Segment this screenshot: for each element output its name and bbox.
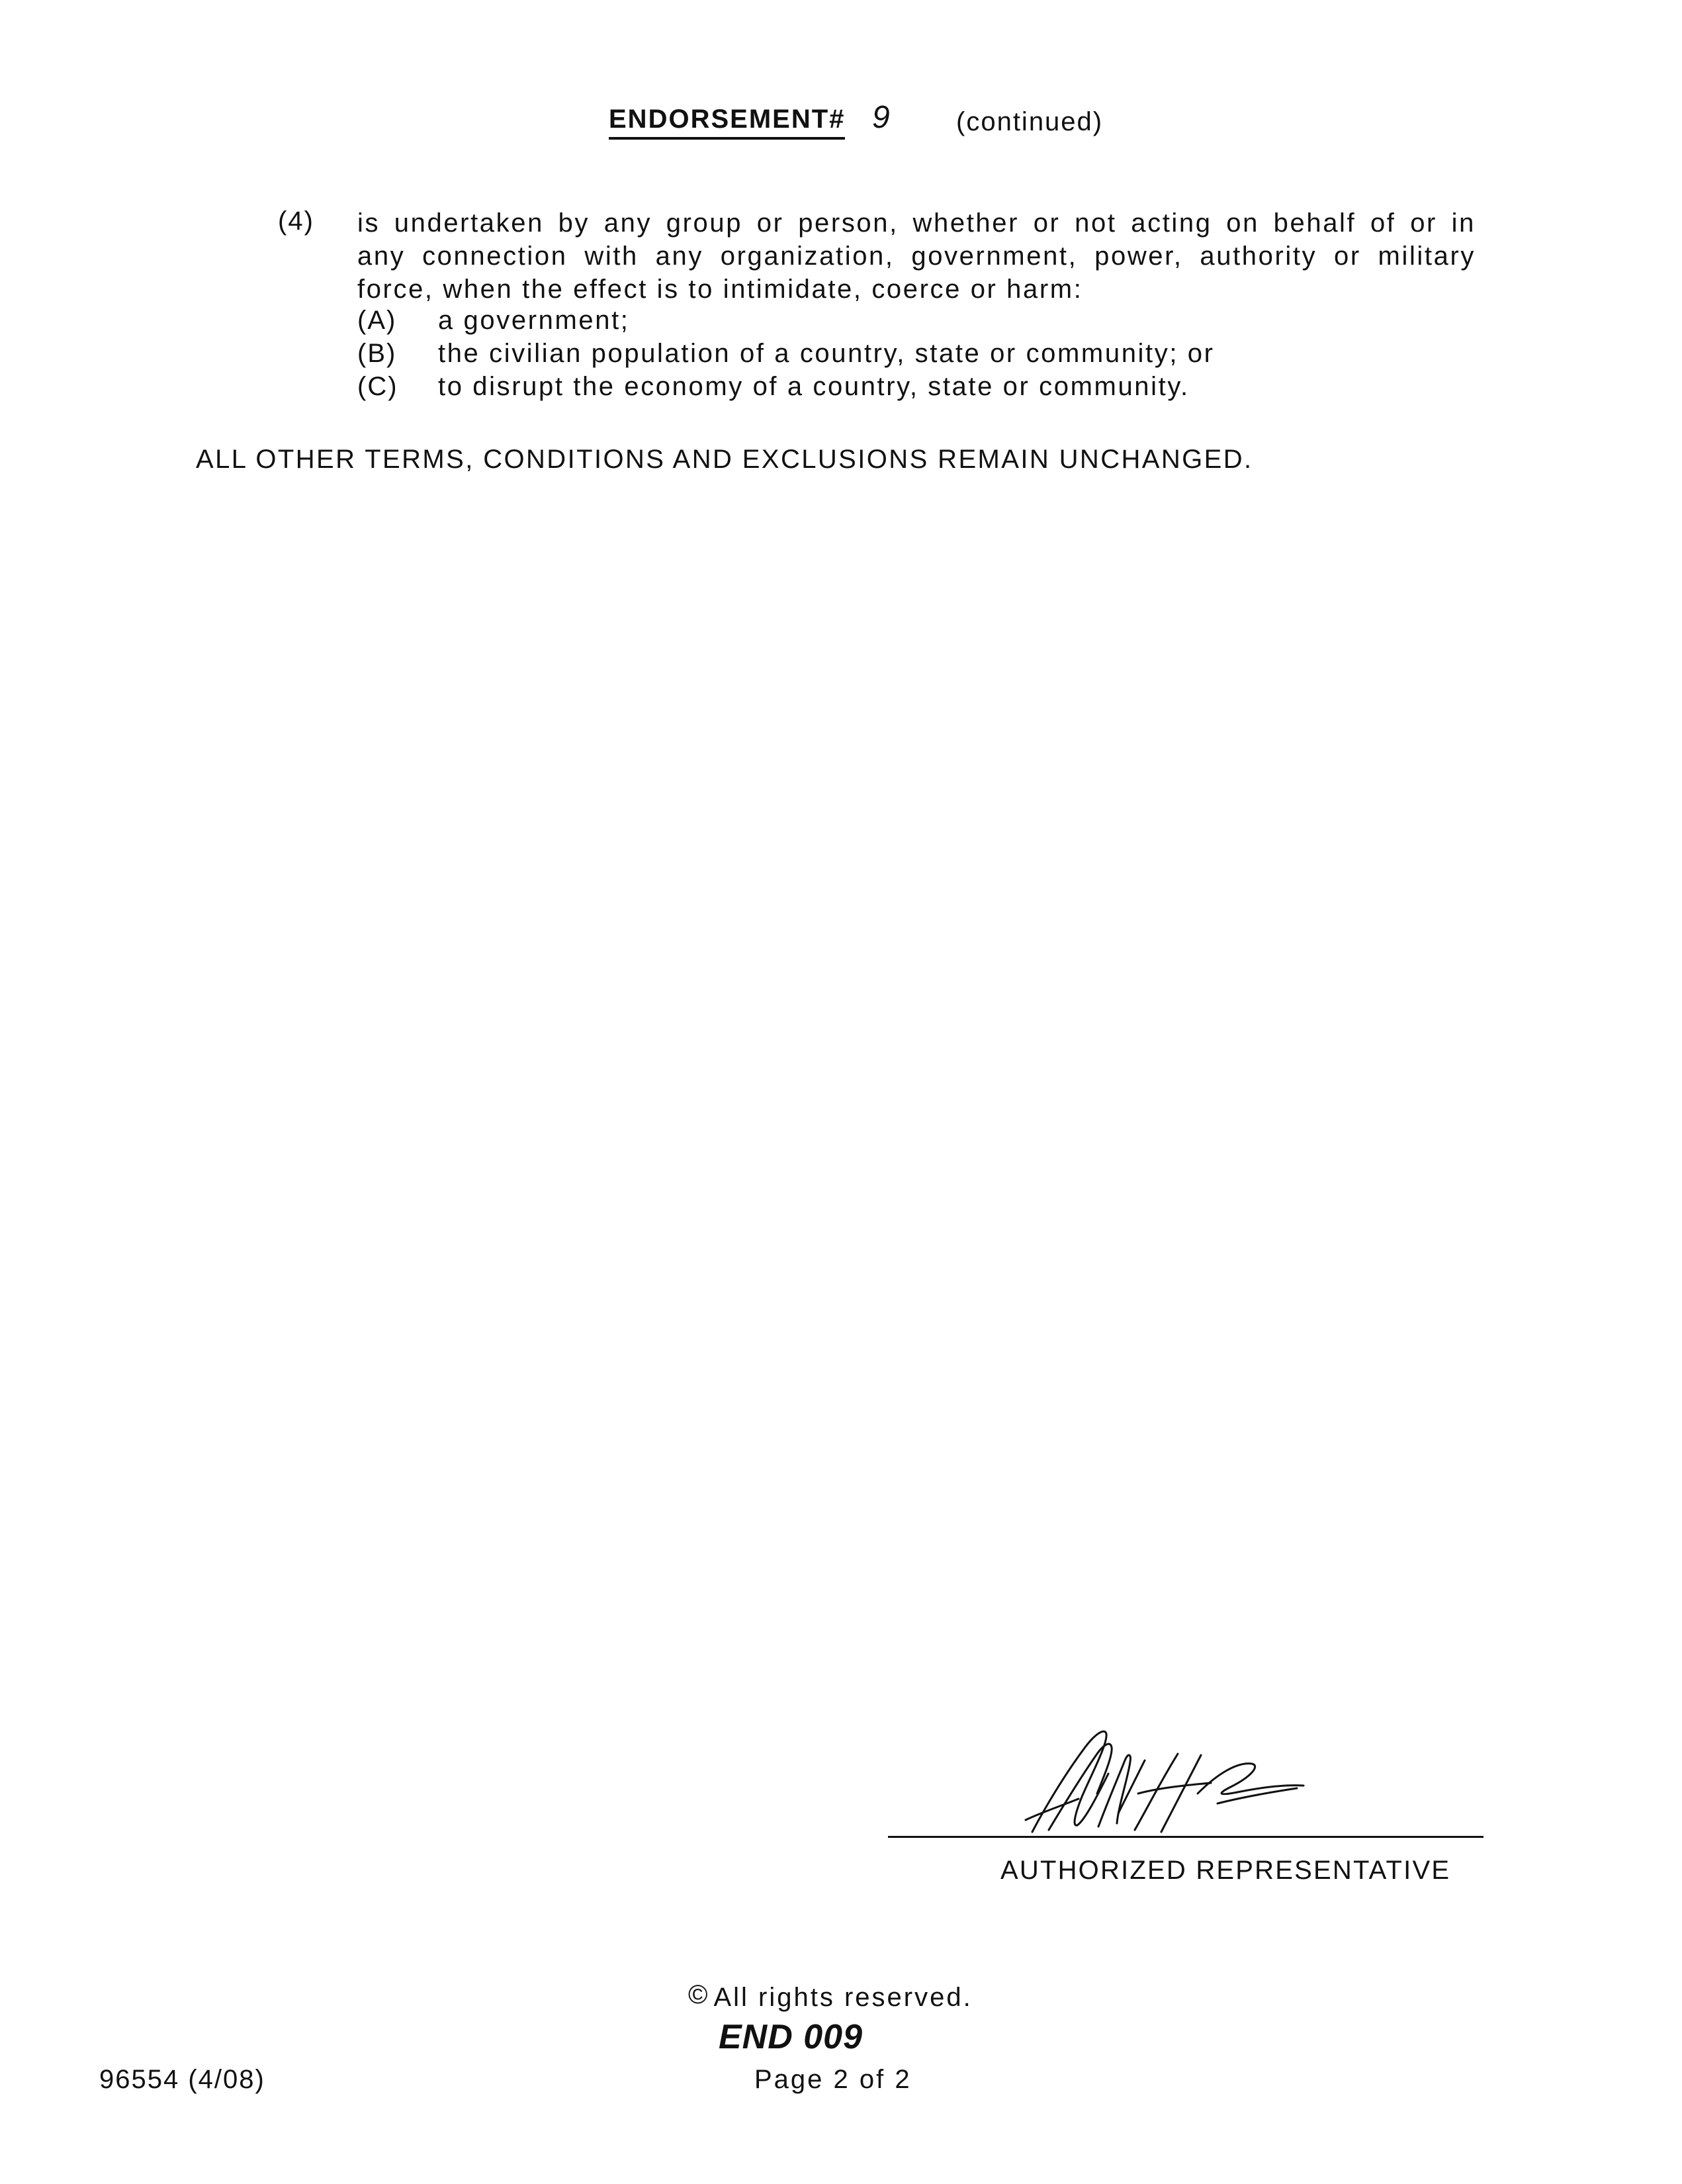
signature-caption: AUTHORIZED REPRESENTATIVE	[1000, 1856, 1451, 1885]
closing-statement: ALL OTHER TERMS, CONDITIONS AND EXCLUSIONS REMAIN UNCHANGED.	[196, 445, 1253, 474]
endorsement-number: 9	[872, 100, 890, 135]
subitem-text-c: to disrupt the economy of a country, state or community.	[438, 372, 1190, 401]
copyright-text: All rights reserved.	[713, 1983, 973, 2012]
continued-label: (continued)	[956, 107, 1104, 136]
copyright-symbol: ©	[688, 1980, 710, 2009]
clause-number: (4)	[278, 206, 314, 236]
page-number: Page 2 of 2	[754, 2065, 912, 2094]
copyright-notice	[688, 1980, 973, 2013]
clause-text	[357, 206, 1476, 306]
form-number: 96554 (4/08)	[99, 2065, 265, 2094]
subitem-text-b: the civilian population of a country, state or community; or	[438, 339, 1215, 368]
end-code: END 009	[719, 2018, 863, 2056]
subitem-label-a: (A)	[357, 306, 397, 335]
subitem-label-b: (B)	[357, 339, 397, 368]
endorsement-label: ENDORSEMENT#	[609, 105, 845, 140]
clause-line: is undertaken by any group or person, whether or not acting on behalf of or in	[357, 208, 1476, 238]
clause-line: any connection with any organization, government, power, authority or military	[357, 242, 1476, 271]
signature-image	[1019, 1714, 1310, 1846]
subitem-text-a: a government;	[438, 306, 630, 335]
subitem-label-c: (C)	[357, 372, 398, 401]
clause-line: force, when the effect is to intimidate, coerce or harm:	[357, 275, 1083, 304]
signature-line	[888, 1836, 1483, 1838]
